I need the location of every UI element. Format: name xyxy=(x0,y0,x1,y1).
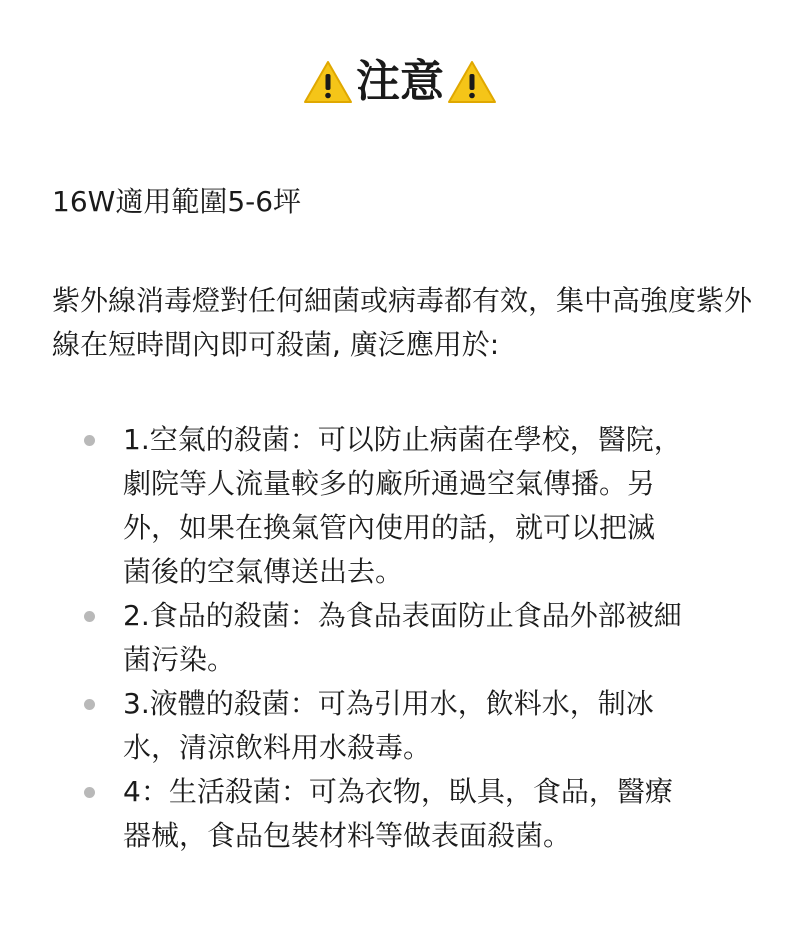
applications-list xyxy=(0,418,800,858)
bullet-dot xyxy=(84,787,95,798)
list-item-line: 水，清涼飲料用水殺毒。 xyxy=(123,731,432,764)
list-item xyxy=(0,770,753,858)
intro-paragraph: 紫外線消毒燈對任何細菌或病毒都有效，集中高強度紫外線在短時間內即可殺菌, 廣泛應用於: xyxy=(52,284,753,361)
list-item-line: 菌後的空氣傳送出去。 xyxy=(123,555,404,588)
list-item-line: 3.液體的殺菌：可為引用水，飲料水，制冰 xyxy=(123,687,654,720)
list-item-line: 劇院等人流量較多的廠所通過空氣傳播。另 xyxy=(123,467,656,500)
bullet-dot xyxy=(84,611,95,622)
list-item-line: 4：生活殺菌：可為衣物，臥具，食品，醫療 xyxy=(123,775,673,808)
bullet-dot xyxy=(84,435,95,446)
warning-icon xyxy=(302,59,354,105)
bullet-dot xyxy=(84,699,95,710)
list-item xyxy=(0,418,753,594)
list-item-line: 1.空氣的殺菌：可以防止病菌在學校，醫院， xyxy=(123,423,682,456)
page-title: 注意 xyxy=(356,56,444,107)
coverage-spec: 16W適用範圍5-6坪 xyxy=(52,185,302,218)
warning-icon xyxy=(446,59,498,105)
list-item-line: 器械，食品包裝材料等做表面殺菌。 xyxy=(123,819,572,852)
list-item-line: 2.食品的殺菌：為食品表面防止食品外部被細 xyxy=(123,599,682,632)
notice-heading xyxy=(0,52,800,112)
list-item xyxy=(0,594,753,682)
list-item xyxy=(0,682,753,770)
list-item-line: 外，如果在換氣管內使用的話，就可以把滅 xyxy=(123,511,656,544)
list-item-line: 菌污染。 xyxy=(123,643,236,676)
